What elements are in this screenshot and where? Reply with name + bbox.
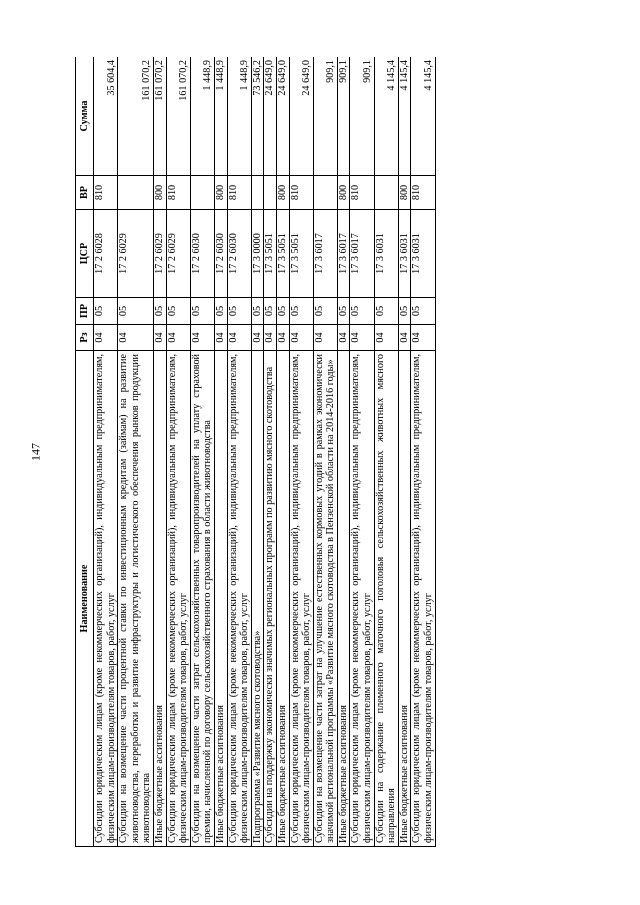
cell-pr: 05 — [313, 298, 337, 325]
cell-sum: 1 448,9 — [190, 57, 214, 176]
cell-rz: 04 — [251, 325, 264, 351]
cell-csr: 17 3 6031 — [398, 210, 411, 298]
cell-pr: 05 — [190, 298, 214, 325]
cell-rz: 04 — [190, 325, 214, 351]
cell-sum: 161 070,2 — [118, 57, 154, 176]
cell-pr: 05 — [411, 298, 435, 325]
budget-table — [75, 57, 436, 847]
cell-rz: 04 — [264, 325, 277, 351]
cell-pr: 05 — [276, 298, 289, 325]
cell-rz: 04 — [276, 325, 289, 351]
cell-name: Субсидии юридическим лицам (кроме некоммерческих организаций), индивидуальным предпринимателям, физическим лицам-производителям товаров, работ, услуг — [350, 351, 374, 847]
table-row — [350, 57, 374, 847]
cell-name: Субсидии юридическим лицам (кроме некоммерческих организаций), индивидуальным предпринимателям, физическим лицам-производителям товаров, работ, услуг — [289, 351, 313, 847]
cell-rz: 04 — [313, 325, 337, 351]
cell-csr: 17 3 6017 — [313, 210, 337, 298]
cell-csr: 17 3 5051 — [264, 210, 277, 298]
cell-name: Субсидии юридическим лицам (кроме некоммерческих организаций), индивидуальным предпринимателям, физическим лицам-производителям товаров, работ, услуг — [227, 351, 251, 847]
table-header-row — [76, 57, 94, 847]
cell-csr: 17 2 6030 — [214, 210, 227, 298]
cell-sum: 4 145,4 — [398, 57, 411, 176]
table-body — [94, 57, 436, 847]
cell-rz: 04 — [374, 325, 398, 351]
cell-rz: 04 — [153, 325, 166, 351]
cell-csr: 17 2 6030 — [190, 210, 214, 298]
cell-sum: 909,1 — [313, 57, 337, 176]
cell-sum: 1 448,9 — [214, 57, 227, 176]
table-row — [289, 57, 313, 847]
cell-sum: 4 145,4 — [374, 57, 398, 176]
table-row — [166, 57, 190, 847]
cell-sum: 24 649,0 — [276, 57, 289, 176]
cell-vr — [374, 176, 398, 210]
cell-name: Субсидии на поддержку экономически значимых региональных программ по развитию мясного скотоводства — [264, 351, 277, 847]
budget-table-sheet — [75, 57, 569, 847]
cell-rz: 04 — [398, 325, 411, 351]
table-row — [411, 57, 435, 847]
cell-pr: 05 — [398, 298, 411, 325]
cell-rz: 04 — [94, 325, 118, 351]
cell-pr: 05 — [94, 298, 118, 325]
cell-vr: 810 — [289, 176, 313, 210]
cell-pr: 05 — [214, 298, 227, 325]
cell-sum: 909,1 — [350, 57, 374, 176]
cell-pr: 05 — [227, 298, 251, 325]
cell-rz: 04 — [118, 325, 154, 351]
cell-name: Субсидии на возмещение части процентной ставки по инвестиционным кредитам (займам) на развитие животноводства, переработки и развитие инфраструктуры и логистического обеспечения рынков продукции животноводства — [118, 351, 154, 847]
cell-pr: 05 — [166, 298, 190, 325]
cell-csr: 17 3 0000 — [251, 210, 264, 298]
cell-pr: 05 — [337, 298, 350, 325]
cell-name: Субсидии на возмещение части затрат на улучшение естественных кормовых угодий в рамках экономически значимой региональной программы «Развитие мясного скотоводства в Пензенской области на 2014-2016 годы» — [313, 351, 337, 847]
cell-name: Иные бюджетные ассигнования — [276, 351, 289, 847]
cell-sum: 1 448,9 — [227, 57, 251, 176]
cell-vr — [118, 176, 154, 210]
cell-sum: 73 546,2 — [251, 57, 264, 176]
cell-name: Субсидии юридическим лицам (кроме некоммерческих организаций), индивидуальным предпринимателям, физическим лицам-производителям товаров, работ, услуг — [94, 351, 118, 847]
cell-rz: 04 — [350, 325, 374, 351]
table-row — [153, 57, 166, 847]
cell-csr: 17 3 5051 — [276, 210, 289, 298]
cell-pr: 05 — [289, 298, 313, 325]
cell-vr: 810 — [94, 176, 118, 210]
cell-csr: 17 3 6017 — [337, 210, 350, 298]
cell-csr: 17 3 6017 — [350, 210, 374, 298]
cell-csr: 17 2 6029 — [153, 210, 166, 298]
cell-sum: 909,1 — [337, 57, 350, 176]
cell-name: Субсидии юридическим лицам (кроме некоммерческих организаций), индивидуальным предпринимателям, физическим лицам-производителям товаров, работ, услуг — [411, 351, 435, 847]
cell-name: Иные бюджетные ассигнования — [337, 351, 350, 847]
header-name: Наименование — [76, 351, 94, 847]
table-row — [118, 57, 154, 847]
cell-rz: 04 — [337, 325, 350, 351]
cell-csr: 17 3 6031 — [411, 210, 435, 298]
page-number: 147 — [28, 443, 43, 461]
cell-vr: 800 — [398, 176, 411, 210]
cell-name: Иные бюджетные ассигнования — [153, 351, 166, 847]
cell-name: Субсидии юридическим лицам (кроме некоммерческих организаций), индивидуальным предпринимателям, физическим лицам-производителям товаров, работ, услуг — [166, 351, 190, 847]
header-pr: ПР — [76, 298, 94, 325]
header-sum: Сумма — [76, 57, 94, 176]
cell-rz: 04 — [227, 325, 251, 351]
rotated-page-frame — [75, 57, 569, 847]
table-row — [190, 57, 214, 847]
table-row — [313, 57, 337, 847]
cell-csr: 17 3 6031 — [374, 210, 398, 298]
cell-pr: 05 — [374, 298, 398, 325]
cell-vr — [251, 176, 264, 210]
cell-rz: 04 — [411, 325, 435, 351]
cell-csr: 17 2 6029 — [118, 210, 154, 298]
cell-vr: 810 — [227, 176, 251, 210]
cell-vr — [264, 176, 277, 210]
table-row — [227, 57, 251, 847]
cell-vr: 810 — [166, 176, 190, 210]
cell-pr: 05 — [264, 298, 277, 325]
cell-vr — [313, 176, 337, 210]
cell-csr: 17 2 6028 — [94, 210, 118, 298]
cell-name: Иные бюджетные ассигнования — [214, 351, 227, 847]
table-row — [398, 57, 411, 847]
table-row — [276, 57, 289, 847]
cell-vr: 800 — [153, 176, 166, 210]
table-row — [94, 57, 118, 847]
header-rz: Рз — [76, 325, 94, 351]
table-row — [264, 57, 277, 847]
cell-vr: 810 — [411, 176, 435, 210]
cell-pr: 05 — [251, 298, 264, 325]
cell-sum: 24 649,0 — [264, 57, 277, 176]
header-vr: ВР — [76, 176, 94, 210]
table-row — [337, 57, 350, 847]
cell-sum: 161 070,2 — [166, 57, 190, 176]
cell-rz: 04 — [166, 325, 190, 351]
cell-sum: 35 604,4 — [94, 57, 118, 176]
cell-csr: 17 2 6030 — [227, 210, 251, 298]
cell-csr: 17 2 6029 — [166, 210, 190, 298]
cell-name: Субсидии на содержание племенного маточного поголовья сельскохозяйственных животных мясного направления — [374, 351, 398, 847]
cell-vr: 800 — [214, 176, 227, 210]
cell-vr: 810 — [350, 176, 374, 210]
cell-sum: 24 649,0 — [289, 57, 313, 176]
cell-vr: 800 — [337, 176, 350, 210]
cell-sum: 161 070,2 — [153, 57, 166, 176]
cell-name: Подпрограмма «Развитие мясного скотоводства» — [251, 351, 264, 847]
cell-rz: 04 — [214, 325, 227, 351]
cell-name: Иные бюджетные ассигнования — [398, 351, 411, 847]
cell-name: Субсидии на возмещение части затрат сельскохозяйственных товаропроизводителей на уплату страховой премии, начисленной по договору сельскохозяйственного страхования в области животноводства — [190, 351, 214, 847]
cell-pr: 05 — [153, 298, 166, 325]
cell-pr: 05 — [350, 298, 374, 325]
table-row — [374, 57, 398, 847]
table-row — [251, 57, 264, 847]
cell-vr — [190, 176, 214, 210]
cell-rz: 04 — [289, 325, 313, 351]
cell-csr: 17 3 5051 — [289, 210, 313, 298]
cell-pr: 05 — [118, 298, 154, 325]
cell-sum: 4 145,4 — [411, 57, 435, 176]
header-csr: ЦСР — [76, 210, 94, 298]
cell-vr: 800 — [276, 176, 289, 210]
table-row — [214, 57, 227, 847]
